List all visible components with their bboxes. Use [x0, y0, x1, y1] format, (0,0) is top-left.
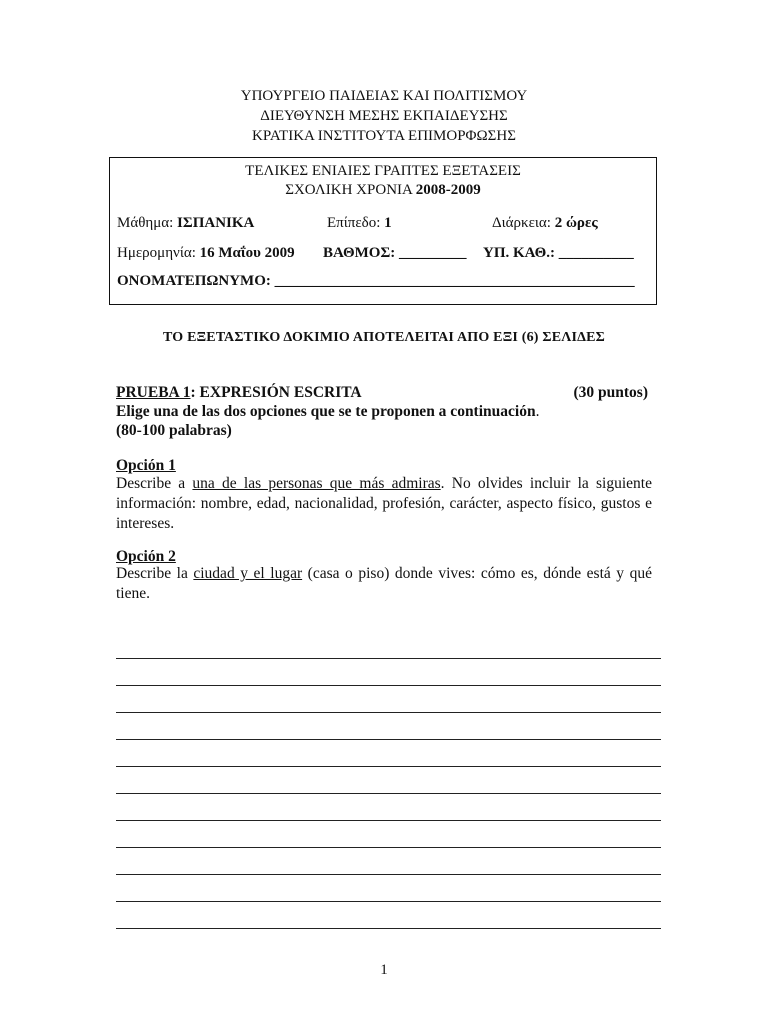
option1-text-underlined: una de las personas que más admiras: [192, 475, 441, 492]
grade-blank: _________: [399, 245, 467, 261]
ministry-header: [0, 86, 768, 146]
answer-line: [116, 848, 661, 875]
level: [327, 215, 392, 232]
date-label: Ημερομηνία:: [117, 245, 196, 261]
duration: [492, 215, 598, 232]
answer-line: [116, 902, 661, 929]
subject-value: ΙΣΠΑΝΙΚΑ: [177, 215, 255, 231]
ministry-name: ΥΠΟΥΡΓΕΙΟ ΠΑΙΔΕΙΑΣ ΚΑΙ ΠΟΛΙΤΙΣΜΟΥ: [240, 88, 528, 104]
instruction-end: .: [535, 403, 540, 420]
option2-text-a: Describe la: [116, 565, 194, 582]
prueba-colon: :: [190, 384, 196, 401]
option2-text-underlined: ciudad y el lugar: [193, 565, 303, 582]
answer-line: [116, 875, 661, 902]
option2-text: [116, 564, 652, 604]
pages-note: ΤΟ ΕΞΕΤΑΣΤΙΚΟ ΔΟΚΙΜΙΟ ΑΠΟΤΕΛΕΙΤΑΙ ΑΠΟ ΕΞΙ (6) ΣΕΛΙΔΕΣ: [163, 330, 605, 345]
prueba-heading: [116, 383, 362, 402]
name-label: ΟΝΟΜΑΤΕΠΩΝΥΜΟ:: [117, 273, 271, 289]
answer-line: [116, 713, 661, 740]
date-value: 16 Μαΐου 2009: [199, 245, 295, 261]
subject: [117, 215, 254, 232]
exam-title: ΤΕΛΙΚΕΣ ΕΝΙΑΙΕΣ ΓΡΑΠΤΕΣ ΕΞΕΤΑΣΕΙΣ: [245, 163, 521, 179]
signature-blank: __________: [558, 245, 634, 261]
answer-line: [116, 659, 661, 686]
option1-text-b: . No olvides incluir la siguiente información: nombre, edad, nacionalidad, profesión, carácter, aspecto físico, gustos e intereses.: [116, 475, 652, 532]
option2-text-b: (casa o piso) donde vives: cómo es, dónde está y qué tiene.: [116, 565, 652, 602]
prueba-instruction: [116, 402, 539, 421]
grade: [323, 245, 467, 262]
answer-line: [116, 794, 661, 821]
instruction-text: Elige una de las dos opciones que se te proponen a continuación: [116, 403, 536, 420]
grade-label: ΒΑΘΜΟΣ:: [323, 245, 396, 261]
name-blank: ________________________________________________: [274, 273, 635, 289]
prueba-title: EXPRESIÓN ESCRITA: [199, 384, 362, 401]
duration-value: 2 ώρες: [554, 215, 598, 231]
duration-label: Διάρκεια:: [492, 215, 551, 231]
school-year: [110, 181, 656, 200]
option1-heading: Opción 1: [116, 457, 176, 474]
exam-date: [117, 245, 295, 262]
answer-line: [116, 686, 661, 713]
teacher-signature: [483, 245, 634, 262]
prueba-points: (30 puntos): [573, 384, 648, 401]
answer-line: [116, 740, 661, 767]
name-row: [117, 273, 635, 290]
signature-label: ΥΠ. ΚΑΘ.:: [483, 245, 556, 261]
directorate-name: ΔΙΕΥΘΥΝΣΗ ΜΕΣΗΣ ΕΚΠΑΙΔΕΥΣΗΣ: [260, 108, 508, 124]
level-label: Επίπεδο:: [327, 215, 381, 231]
answer-line: [116, 821, 661, 848]
school-year-value: 2008-2009: [415, 182, 481, 198]
subject-label: Μάθημα:: [117, 215, 174, 231]
option2-heading: Opción 2: [116, 548, 176, 565]
page-number: 1: [380, 962, 388, 978]
institutes-name: ΚΡΑΤΙΚΑ ΙΝΣΤΙΤΟΥΤΑ ΕΠΙΜΟΡΦΩΣΗΣ: [252, 128, 516, 144]
word-count: (80-100 palabras): [116, 422, 232, 439]
option1-text: [116, 474, 652, 534]
answer-lines: [116, 632, 661, 929]
answer-line: [116, 767, 661, 794]
answer-line: [116, 632, 661, 659]
exam-info-box: [109, 157, 657, 305]
exam-box-title: [110, 162, 656, 200]
school-year-label: ΣΧΟΛΙΚΗ ΧΡΟΝΙΑ: [285, 182, 413, 198]
option1-text-a: Describe a: [116, 475, 193, 492]
prueba-number: PRUEBA 1: [116, 384, 191, 401]
level-value: 1: [384, 215, 392, 231]
